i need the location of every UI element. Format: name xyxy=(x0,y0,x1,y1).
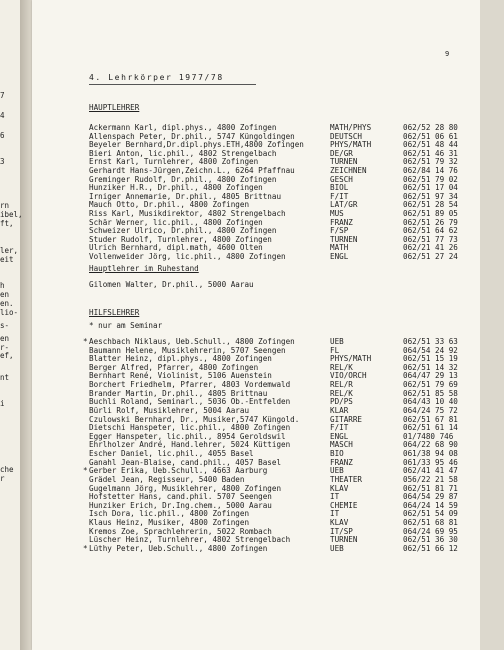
teacher-name-address: Lüthy Peter, Ueb.Schull., 4800 Zofingen xyxy=(89,543,268,553)
left-page-text-fragment: 7 xyxy=(0,91,5,100)
teacher-subject: BIOL xyxy=(330,183,349,193)
teacher-name-address: Schweizer Ulrico, Dr.phil., 4800 Zofingen xyxy=(89,226,277,236)
teacher-name-address: Beyeler Bernhard,Dr.dipl.phys.ETH,4800 Zofingen xyxy=(89,140,304,150)
teacher-name-address: Blatter Heinz, dipl.phys., 4800 Zofingen xyxy=(89,354,272,364)
teacher-subject: FRANZ xyxy=(330,217,353,227)
teacher-phone: 062/52 28 80 xyxy=(403,123,458,132)
teacher-name-address: Baumann Helene, Musiklehrerin, 5707 Seengen xyxy=(89,345,286,355)
teacher-name-address: Riss Karl, Musikdirektor, 4802 Strengelbach xyxy=(89,209,286,218)
teacher-subject: GITARRE xyxy=(330,414,363,424)
teacher-subject: VIO/ORCH xyxy=(330,371,367,381)
teacher-subject: DE/GR xyxy=(330,148,353,158)
teacher-name-address: Grädel Jean, Regisseur, 5400 Baden xyxy=(89,474,245,484)
teacher-subject: GESCH xyxy=(330,174,353,184)
teacher-phone: 062/51 68 81 xyxy=(403,518,458,528)
teacher-name-address: Gerhardt Hans-Jürgen,Zeichn.L., 6264 Pfaffnau xyxy=(89,166,295,175)
teacher-subject: THEATER xyxy=(330,474,363,484)
teacher-name-address: Hofstetter Hans, cand.phil. 5707 Seengen xyxy=(89,492,272,502)
teacher-name-address: Berger Alfred, Pfarrer, 4800 Zofingen xyxy=(89,362,259,372)
seminar-marker: * xyxy=(83,543,88,553)
teacher-name-address: Allenspach Peter, Dr.phil., 5747 Küngoldingen xyxy=(89,131,295,141)
left-page-text-fragment: ft, xyxy=(0,219,14,228)
teacher-phone: 062/51 81 71 xyxy=(403,483,458,493)
teacher-name-address: Borchert Friedhelm, Pfarrer, 4803 Vordemwald xyxy=(89,380,291,390)
teacher-phone: 062/51 48 44 xyxy=(403,140,458,150)
teacher-phone: 062/51 14 32 xyxy=(403,362,458,372)
teacher-subject: UEB xyxy=(330,337,344,346)
teacher-phone: 062/51 67 81 xyxy=(403,414,458,424)
left-page-text-fragment: s- xyxy=(0,321,10,330)
teacher-phone: 062/51 97 34 xyxy=(403,191,458,201)
teacher-name-address: Bürli Rolf, Musiklehrer, 5004 Aarau xyxy=(89,405,250,415)
left-page-text-fragment: i xyxy=(0,399,5,408)
left-page-text-fragment: h xyxy=(0,281,5,290)
teacher-phone: 062/51 17 04 xyxy=(403,183,458,193)
teacher-phone: 01/7480 746 xyxy=(403,431,454,441)
ruhestand-entry: Gilomen Walter, Dr.phil., 5000 Aarau xyxy=(89,280,254,289)
left-page-text-fragment: en xyxy=(0,334,10,343)
left-page-text-fragment: en. xyxy=(0,299,14,308)
teacher-subject: LAT/GR xyxy=(330,200,358,210)
teacher-name-address: Aeschbach Niklaus, Ueb.Schull., 4800 Zofingen xyxy=(89,337,295,346)
teacher-name-address: Ernst Karl, Turnlehrer, 4800 Zofingen xyxy=(89,157,259,167)
page-heading: 4. Lehrkörper 1977/78 xyxy=(89,73,224,82)
teacher-name-address: Ganahl Jean-Blaise, cand.phil., 4057 Basel xyxy=(89,457,282,467)
left-page-text-fragment: r xyxy=(0,474,5,483)
teacher-phone: 062/21 41 26 xyxy=(403,243,458,253)
teacher-subject: BIO xyxy=(330,449,344,459)
teacher-subject: TURNEN xyxy=(330,157,358,167)
teacher-subject: TURNEN xyxy=(330,234,358,244)
teacher-subject: ZEICHNEN xyxy=(330,166,367,175)
left-page-text-fragment: ef, xyxy=(0,351,14,360)
teacher-subject: MATH/PHYS xyxy=(330,123,372,132)
teacher-phone: 062/51 36 30 xyxy=(403,535,458,545)
teacher-name-address: Brander Martin, Dr.phil., 4805 Brittnau xyxy=(89,388,268,398)
right-background xyxy=(480,0,504,650)
seminar-marker: * xyxy=(83,337,88,346)
teacher-phone: 064/54 29 87 xyxy=(403,492,458,502)
teacher-phone: 062/84 14 76 xyxy=(403,166,458,175)
teacher-phone: 061/33 95 46 xyxy=(403,457,458,467)
teacher-name-address: Hunziker Erich, Dr.Ing.chem., 5000 Aarau xyxy=(89,500,272,510)
teacher-subject: CHEMIE xyxy=(330,500,358,510)
teacher-subject: PHYS/MATH xyxy=(330,354,372,364)
teacher-subject: PD/PS xyxy=(330,397,353,407)
teacher-subject: REL/K xyxy=(330,388,353,398)
left-page-text-fragment: r- xyxy=(0,343,10,352)
teacher-name-address: Dietschi Hanspeter, lic.phil., 4800 Zofingen xyxy=(89,423,291,433)
teacher-phone: 062/51 33 63 xyxy=(403,337,458,346)
teacher-subject: PHYS/MATH xyxy=(330,140,372,150)
section-title-ruhestand: Hauptlehrer im Ruhestand xyxy=(89,264,199,273)
left-page-text-fragment: lio- xyxy=(0,308,19,317)
teacher-name-address: Czulowski Bernhard, Dr., Musiker,5747 Küngold. xyxy=(89,414,300,424)
teacher-subject: FL xyxy=(330,345,340,355)
left-page-text-fragment: nt xyxy=(0,373,10,382)
teacher-phone: 062/51 79 32 xyxy=(403,157,458,167)
teacher-name-address: Bernhart René, Violinist, 5106 Auenstein xyxy=(89,371,272,381)
teacher-subject: IT xyxy=(330,492,340,502)
teacher-phone: 062/51 27 24 xyxy=(403,252,458,261)
left-page-text-fragment: en xyxy=(0,290,10,299)
teacher-subject: MATH xyxy=(330,243,349,253)
teacher-name-address: Ulrich Bernhard, dipl.math, 4600 Olten xyxy=(89,243,263,253)
teacher-subject: F/IT xyxy=(330,423,349,433)
section-title-hauptlehrer: HAUPTLEHRER xyxy=(89,103,140,112)
teacher-subject: DEUTSCH xyxy=(330,131,363,141)
teacher-phone: 062/51 89 05 xyxy=(403,209,458,218)
teacher-phone: 062/51 06 61 xyxy=(403,131,458,141)
left-page-text-fragment: ler, xyxy=(0,246,19,255)
page-number: 9 xyxy=(445,50,450,58)
teacher-name-address: Mauch Otto, Dr.phil., 4800 Zofingen xyxy=(89,200,250,210)
teacher-phone: 064/24 14 59 xyxy=(403,500,458,510)
teacher-name-address: Studer Rudolf, Turnlehrer, 4800 Zofingen xyxy=(89,234,272,244)
teacher-name-address: Hunziker H.R., Dr.phil., 4800 Zofingen xyxy=(89,183,263,193)
teacher-subject: FRANZ xyxy=(330,457,353,467)
teacher-name-address: Escher Daniel, lic.phil., 4055 Basel xyxy=(89,449,254,459)
teacher-name-address: Lüscher Heinz, Turnlehrer, 4802 Strengelbach xyxy=(89,535,291,545)
section-title-hilfslehrer: HILFSLEHRER xyxy=(89,308,140,317)
teacher-subject: F/IT xyxy=(330,191,349,201)
teacher-phone: 064/54 24 92 xyxy=(403,345,458,355)
left-page-text-fragment: rn xyxy=(0,201,10,210)
teacher-name-address: Isch Dora, lic.phil., 4800 Zofingen xyxy=(89,509,250,519)
left-page-text-fragment: che xyxy=(0,465,14,474)
teacher-subject: KLAR xyxy=(330,405,349,415)
teacher-name-address: Gerber Erika, Ueb.Schull., 4663 Aarburg xyxy=(89,466,268,476)
teacher-phone: 062/51 77 73 xyxy=(403,234,458,244)
teacher-subject: MUS xyxy=(330,209,344,218)
teacher-phone: 061/38 94 08 xyxy=(403,449,458,459)
teacher-name-address: Vollenweider Jörg, lic.phil., 4800 Zofingen xyxy=(89,252,286,261)
teacher-name-address: Bieri Anton, lic.phil., 4802 Strengelbach xyxy=(89,148,277,158)
teacher-phone: 062/51 79 69 xyxy=(403,380,458,390)
seminar-marker: * xyxy=(83,466,88,476)
teacher-name-address: Egger Hanspeter, lic.phil., 8954 Geroldswil xyxy=(89,431,286,441)
teacher-subject: KLAV xyxy=(330,518,349,528)
left-page-text-fragment: 4 xyxy=(0,111,5,120)
teacher-name-address: Buchli Roland, Seminarl., 5036 Ob.-Entfelden xyxy=(89,397,291,407)
teacher-phone: 062/51 26 79 xyxy=(403,217,458,227)
hilfslehrer-note: * nur am Seminar xyxy=(89,321,163,330)
book-gutter-shadow xyxy=(20,0,32,650)
teacher-subject: IT xyxy=(330,509,340,519)
teacher-subject: IT/SP xyxy=(330,526,353,536)
teacher-phone: 062/51 54 09 xyxy=(403,509,458,519)
teacher-phone: 062/51 46 31 xyxy=(403,148,458,158)
teacher-phone: 064/24 75 72 xyxy=(403,405,458,415)
left-page-text-fragment: 6 xyxy=(0,131,5,140)
teacher-phone: 064/47 29 13 xyxy=(403,371,458,381)
teacher-phone: 064/43 10 40 xyxy=(403,397,458,407)
teacher-phone: 062/51 79 02 xyxy=(403,174,458,184)
teacher-phone: 062/41 41 47 xyxy=(403,466,458,476)
left-page-text-fragment: eit xyxy=(0,255,14,264)
teacher-phone: 062/51 85 58 xyxy=(403,388,458,398)
teacher-phone: 062/51 28 54 xyxy=(403,200,458,210)
teacher-phone: 064/22 68 90 xyxy=(403,440,458,450)
teacher-subject: MASCH xyxy=(330,440,353,450)
teacher-name-address: Kremos Zoe, Sprachlehrerin, 5022 Rombach xyxy=(89,526,272,536)
teacher-name-address: Schär Werner, lic.phil., 4800 Zofingen xyxy=(89,217,263,227)
teacher-subject: REL/K xyxy=(330,362,353,372)
teacher-name-address: Ehrlholzer André, Hand.lehrer, 5024 Küttigen xyxy=(89,440,291,450)
teacher-name-address: Irniger Annemarie, Dr.phil., 4805 Brittnau xyxy=(89,191,282,201)
table-row xyxy=(83,543,458,553)
teacher-subject: ENGL xyxy=(330,431,349,441)
teacher-subject: KLAV xyxy=(330,483,349,493)
teacher-name-address: Greminger Rudolf, Dr.phil., 4800 Zofingen xyxy=(89,174,277,184)
left-page-text-fragment: ibel, xyxy=(0,210,23,219)
teacher-subject: ENGL xyxy=(330,252,349,261)
left-page-text-fragment: 3 xyxy=(0,157,5,166)
teacher-subject: F/SP xyxy=(330,226,349,236)
teacher-phone: 062/51 15 19 xyxy=(403,354,458,364)
teacher-phone: 064/24 69 95 xyxy=(403,526,458,536)
teacher-subject: TURNEN xyxy=(330,535,358,545)
teacher-name-address: Gugelmann Jörg, Musiklehrer, 4800 Zofingen xyxy=(89,483,282,493)
teacher-phone: 056/22 21 58 xyxy=(403,474,458,484)
teacher-phone: 062/51 66 12 xyxy=(403,543,458,553)
heading-underline xyxy=(89,84,256,85)
teacher-phone: 062/51 61 14 xyxy=(403,423,458,433)
teacher-name-address: Ackermann Karl, dipl.phys., 4800 Zofingen xyxy=(89,123,277,132)
teacher-phone: 062/51 64 62 xyxy=(403,226,458,236)
teacher-subject: UEB xyxy=(330,543,344,553)
table-row xyxy=(83,252,458,261)
teacher-name-address: Klaus Heinz, Musiker, 4800 Zofingen xyxy=(89,518,250,528)
teacher-subject: REL/R xyxy=(330,380,353,390)
teacher-subject: UEB xyxy=(330,466,344,476)
